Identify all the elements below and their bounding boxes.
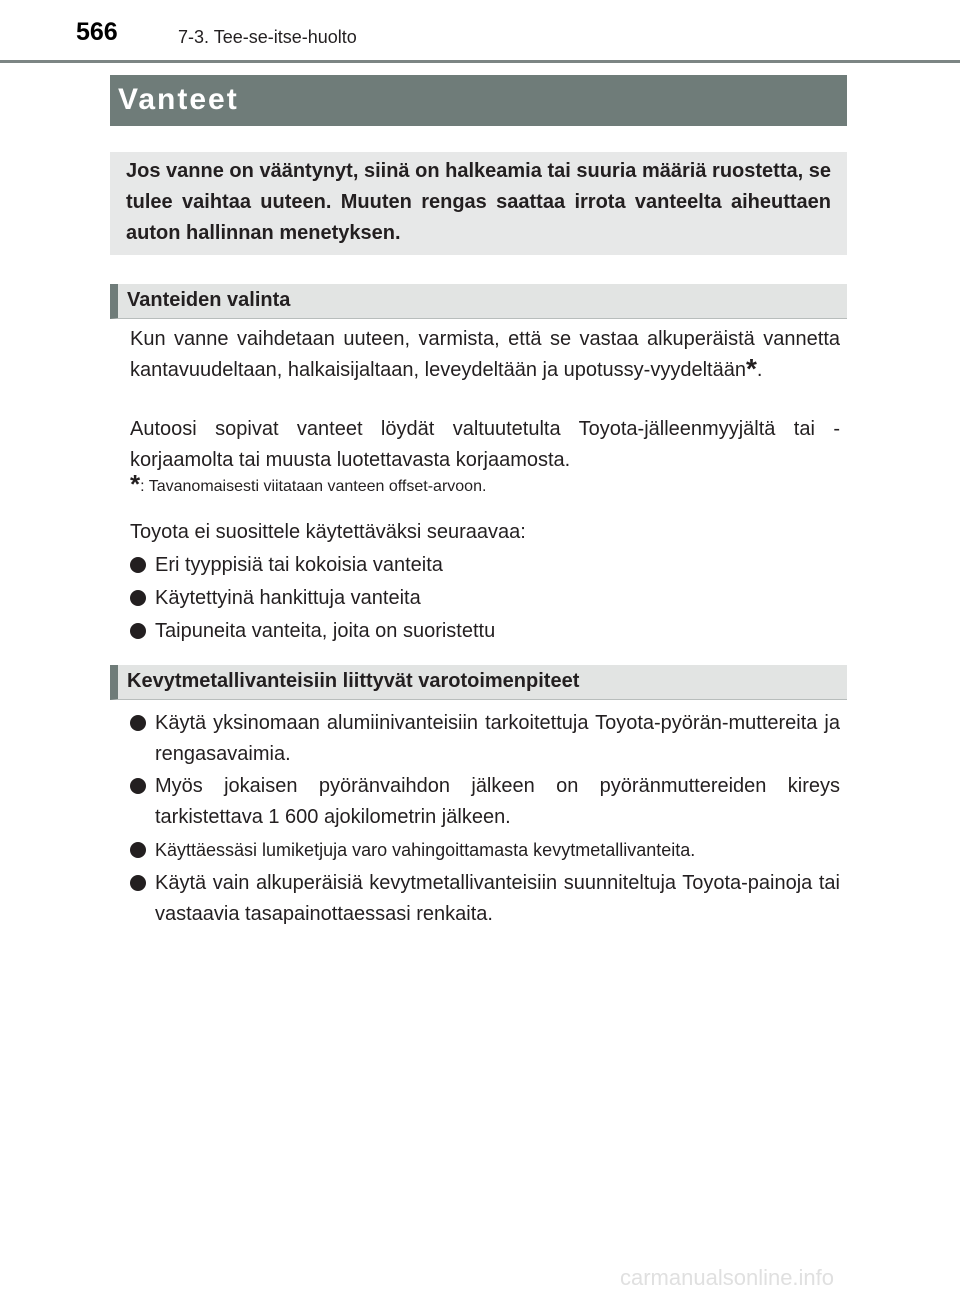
section-heading-label: Kevytmetallivanteisiin liittyvät varotoimenpiteet (127, 670, 580, 692)
list-item (130, 550, 840, 581)
body-paragraph: Autoosi sopivat vanteet löydät valtuutetulta Toyota-jälleenmyyjältä tai -korjaamolta tai muusta luotettavasta korjaamosta. (130, 418, 840, 471)
list-item (130, 616, 840, 647)
list-item-text: Käytä yksinomaan alumiinivanteisiin tarkoitettuja Toyota-pyörän-muttereita ja rengasavaimia. (155, 712, 840, 765)
list-item (130, 583, 840, 614)
list-item (130, 708, 840, 770)
list-item (130, 868, 840, 930)
list-item (130, 771, 840, 833)
section-heading-label: Vanteiden valinta (127, 289, 291, 311)
bullet-icon (130, 778, 146, 794)
bullet-icon (130, 557, 146, 573)
footnote-text: : Tavanomaisesti viitataan vanteen offset-arvoon. (140, 478, 487, 495)
section-heading-alloy-precautions (110, 665, 847, 700)
warning-box (110, 152, 847, 255)
list-item-text: Taipuneita vanteita, joita on suoristettu (155, 620, 496, 642)
list-item-text: Käytettyinä hankittuja vanteita (155, 587, 421, 609)
bullet-icon (130, 623, 146, 639)
body-paragraph (130, 324, 840, 386)
watermark: carmanualsonline.info (620, 1265, 835, 1290)
bullet-icon (130, 842, 146, 858)
bullet-icon (130, 875, 146, 891)
bullet-icon (130, 715, 146, 731)
page-title: Vanteet (118, 83, 239, 116)
section-heading-rims-selection (110, 284, 847, 319)
footnote-marker: * (745, 353, 757, 384)
page-number: 566 (76, 18, 118, 46)
title-bar (110, 75, 847, 126)
list-item-text: Käytä vain alkuperäisiä kevytmetallivanteisiin suunniteltuja Toyota-painoja tai vastaavia tasapainottaessasi renkaita. (155, 872, 840, 925)
running-head: 7-3. Tee-se-itse-huolto (178, 27, 357, 47)
warning-text: Jos vanne on vääntynyt, siinä on halkeamia tai suuria määriä ruostetta, se tulee vaihtaa uuteen. Muuten rengas saattaa irrota vanteelta aiheuttaen auton hallinnan menetyksen. (126, 160, 831, 244)
footnote-marker: * (130, 469, 141, 499)
list-item (130, 835, 840, 866)
paragraph-text: Kun vanne vaihdetaan uuteen, varmista, että se vastaa alkuperäistä vannetta kantavuudeltaan, halkaisijaltaan, leveydeltään ja upotussy-vyydeltään (130, 328, 840, 381)
footnote (130, 469, 840, 499)
paragraph-end: . (756, 359, 763, 381)
list-item-text: Käyttäessäsi lumiketjuja varo vahingoittamasta kevytmetallivanteita. (155, 840, 696, 860)
bullet-icon (130, 590, 146, 606)
intro-text: Toyota ei suosittele käytettäväksi seuraavaa: (130, 521, 526, 543)
list-item-text: Myös jokaisen pyöränvaihdon jälkeen on pyöränmuttereiden kireys tarkistettava 1 600 ajokilometrin jälkeen. (155, 775, 840, 828)
list-item-text: Eri tyyppisiä tai kokoisia vanteita (155, 554, 443, 576)
header-rule (0, 60, 960, 63)
